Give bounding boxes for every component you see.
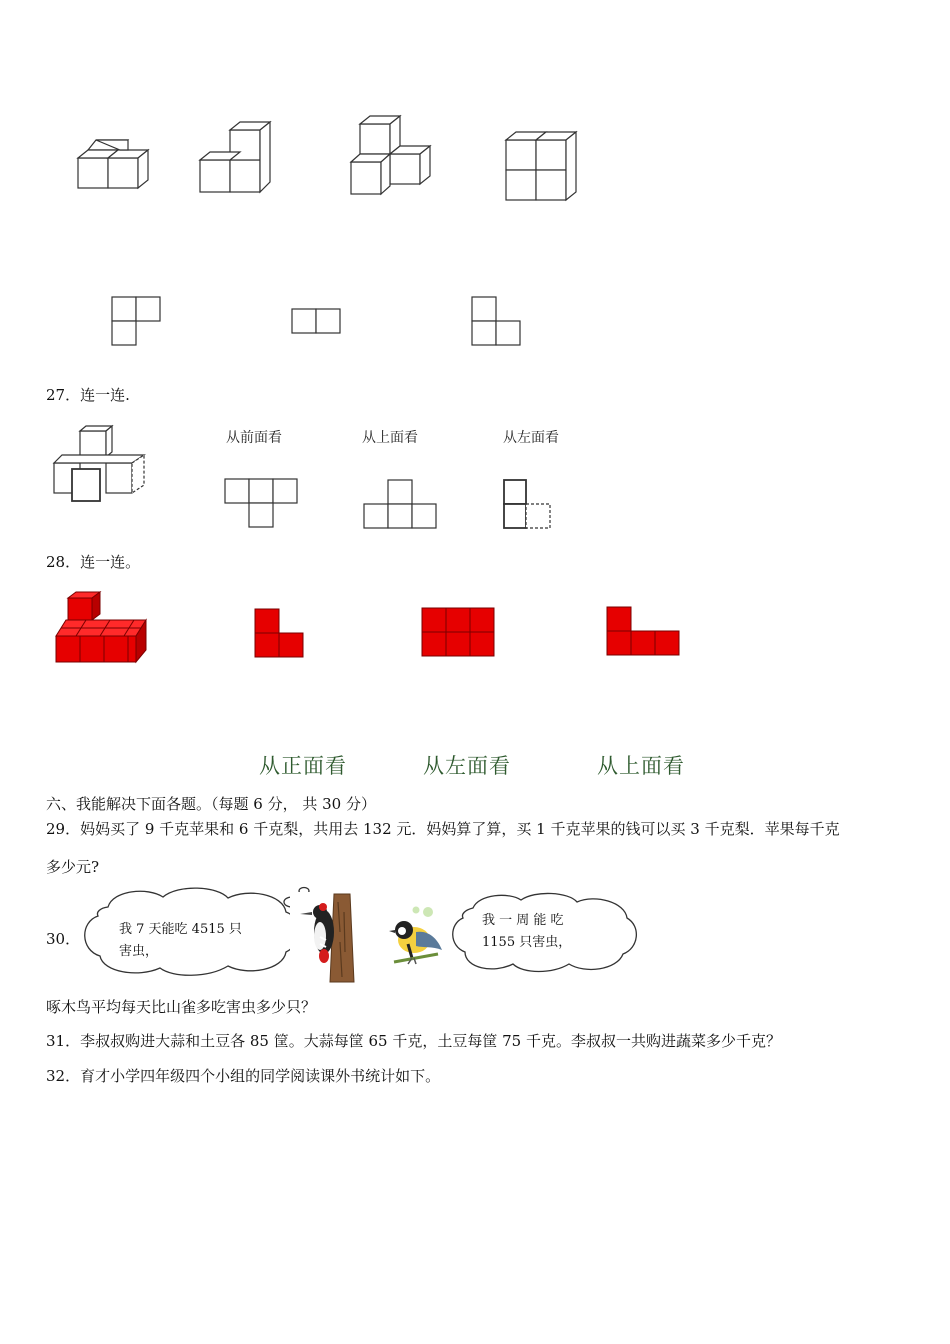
q28-view-left-label: 从左面看 bbox=[423, 754, 511, 778]
q27-view-shape-inverted-t bbox=[362, 478, 442, 530]
view-shape-1 bbox=[110, 295, 165, 347]
q27-view-top-label: 从上面看 bbox=[362, 430, 418, 446]
sparrow-speech-line1: 我 一 周 能 吃 bbox=[482, 913, 564, 928]
sparrow-illustration bbox=[386, 904, 446, 974]
q27-view-left-label: 从左面看 bbox=[503, 430, 559, 446]
cube-figure-4 bbox=[500, 128, 590, 208]
section6-heading: 六、我能解决下面各题。（每题 6 分， 共 30 分） bbox=[46, 795, 376, 813]
woodpecker-speech-line1: 我 7 天能吃 4515 只 bbox=[119, 922, 242, 937]
view-shape-2 bbox=[290, 307, 345, 337]
q28-view-top-label: 从上面看 bbox=[597, 754, 685, 778]
q28-title: 28．连一连。 bbox=[46, 553, 141, 571]
q27-title: 27．连一连. bbox=[46, 386, 130, 404]
q27-view-shape-l bbox=[502, 478, 557, 530]
woodpecker-speech-line2: 害虫， bbox=[119, 944, 159, 959]
sparrow-speech-line2: 1155 只害虫， bbox=[482, 935, 572, 950]
q29-line2: 多少元? bbox=[46, 858, 100, 876]
q32-text: 32．育才小学四年级四个小组的同学阅读课外书统计如下。 bbox=[46, 1067, 441, 1085]
q30-number: 30． bbox=[46, 930, 81, 948]
cube-figure-2 bbox=[195, 120, 285, 200]
q28-view-front-label: 从正面看 bbox=[259, 754, 347, 778]
q28-view-shape-l-long bbox=[605, 605, 685, 657]
view-shape-3 bbox=[470, 295, 525, 347]
q28-red-cube-figure bbox=[52, 592, 152, 667]
q27-view-shape-t bbox=[223, 477, 303, 529]
q30-question: 啄木鸟平均每天比山雀多吃害虫多少只？ bbox=[46, 998, 317, 1016]
q28-view-shape-2x3 bbox=[420, 606, 496, 658]
cube-figure-1 bbox=[70, 130, 160, 200]
q27-cube-figure bbox=[50, 423, 150, 505]
q28-view-shape-l-small bbox=[253, 607, 308, 659]
woodpecker-illustration bbox=[290, 892, 360, 984]
q27-view-front-label: 从前面看 bbox=[226, 430, 282, 446]
q29-line1: 29．妈妈买了 9 千克苹果和 6 千克梨，共用去 132 元．妈妈算了算，买 1 千克苹果的钱可以买 3 千克梨．苹果每千克 bbox=[46, 820, 840, 838]
q31-text: 31．李叔叔购进大蒜和土豆各 85 筐。大蒜每筐 65 千克，土豆每筐 75 千克。李叔叔一共购进蔬菜多少千克？ bbox=[46, 1032, 781, 1050]
cube-figure-3 bbox=[345, 112, 445, 202]
